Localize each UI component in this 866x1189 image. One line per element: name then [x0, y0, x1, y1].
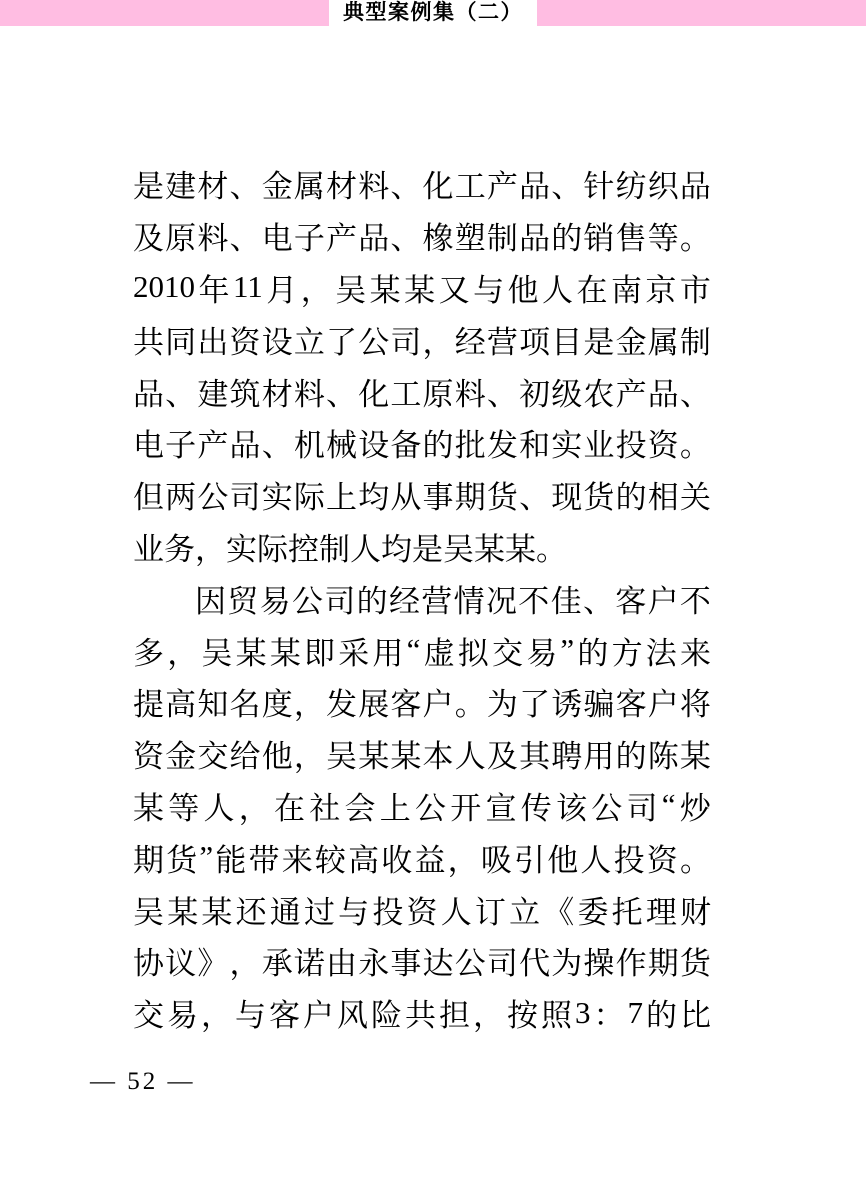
page-number: — 52 — — [90, 1068, 196, 1095]
header-bar-left — [0, 0, 329, 26]
text-line: 资 金 交 给 他 ， 吴 某 某 本 人 及 其 聘 用 的 陈 某 — [133, 739, 711, 775]
page-header — [0, 0, 866, 26]
text-line: 及 原 料 、 电 子 产 品 、 橡 塑 制 品 的 销 售 等 。 — [133, 221, 711, 257]
text-line: 多 ， 吴 某 某 即 采 用 “ 虚 拟 交 易 ” 的 方 法 来 — [133, 632, 711, 671]
text-line: 因 贸 易 公 司 的 经 营 情 况 不 佳 、 客 户 不 — [195, 583, 711, 619]
text-line: 品 、 建 筑 材 料 、 化 工 原 料 、 初 级 农 产 品 、 — [133, 376, 711, 412]
text-line: 业务，实际控制人均是吴某某。 — [133, 531, 567, 567]
text-line: 电 子 产 品 、 机 械 设 备 的 批 发 和 实 业 投 资 。 — [133, 428, 711, 464]
text-line: 某 等 人 ， 在 社 会 上 公 开 宣 传 该 公 司 “ 炒 — [133, 787, 711, 826]
body-text — [133, 158, 711, 1039]
text-line: 是 建 材 、 金 属 材 料 、 化 工 产 品 、 针 纺 织 品 — [133, 169, 711, 205]
text-line: 期 货 ” 能 带 来 较 高 收 益 ， 吸 引 他 人 投 资 。 — [133, 839, 711, 878]
text-line: 提 高 知 名 度 ， 发 展 客 户 。 为 了 诱 骗 客 户 将 — [133, 687, 711, 723]
text-line: 2010 年 11 月 ， 吴 某 某 又 与 他 人 在 南 京 市 — [133, 269, 711, 308]
header-bar-right — [537, 0, 866, 26]
text-line: 协 议 》 ， 承 诺 由 永 事 达 公 司 代 为 操 作 期 货 — [133, 946, 711, 982]
text-line: 吴 某 某 还 通 过 与 投 资 人 订 立 《 委 托 理 财 — [133, 894, 711, 930]
text-line: 共 同 出 资 设 立 了 公 司 ， 经 营 项 目 是 金 属 制 — [133, 324, 711, 360]
text-line: 但 两 公 司 实 际 上 均 从 事 期 货 、 现 货 的 相 关 — [133, 480, 711, 516]
page-header-title: 典型案例集（二） — [343, 1, 523, 24]
text-line: 交 易 ， 与 客 户 风 险 共 担 ， 按 照 3 ： 7 的 比 — [133, 994, 711, 1034]
